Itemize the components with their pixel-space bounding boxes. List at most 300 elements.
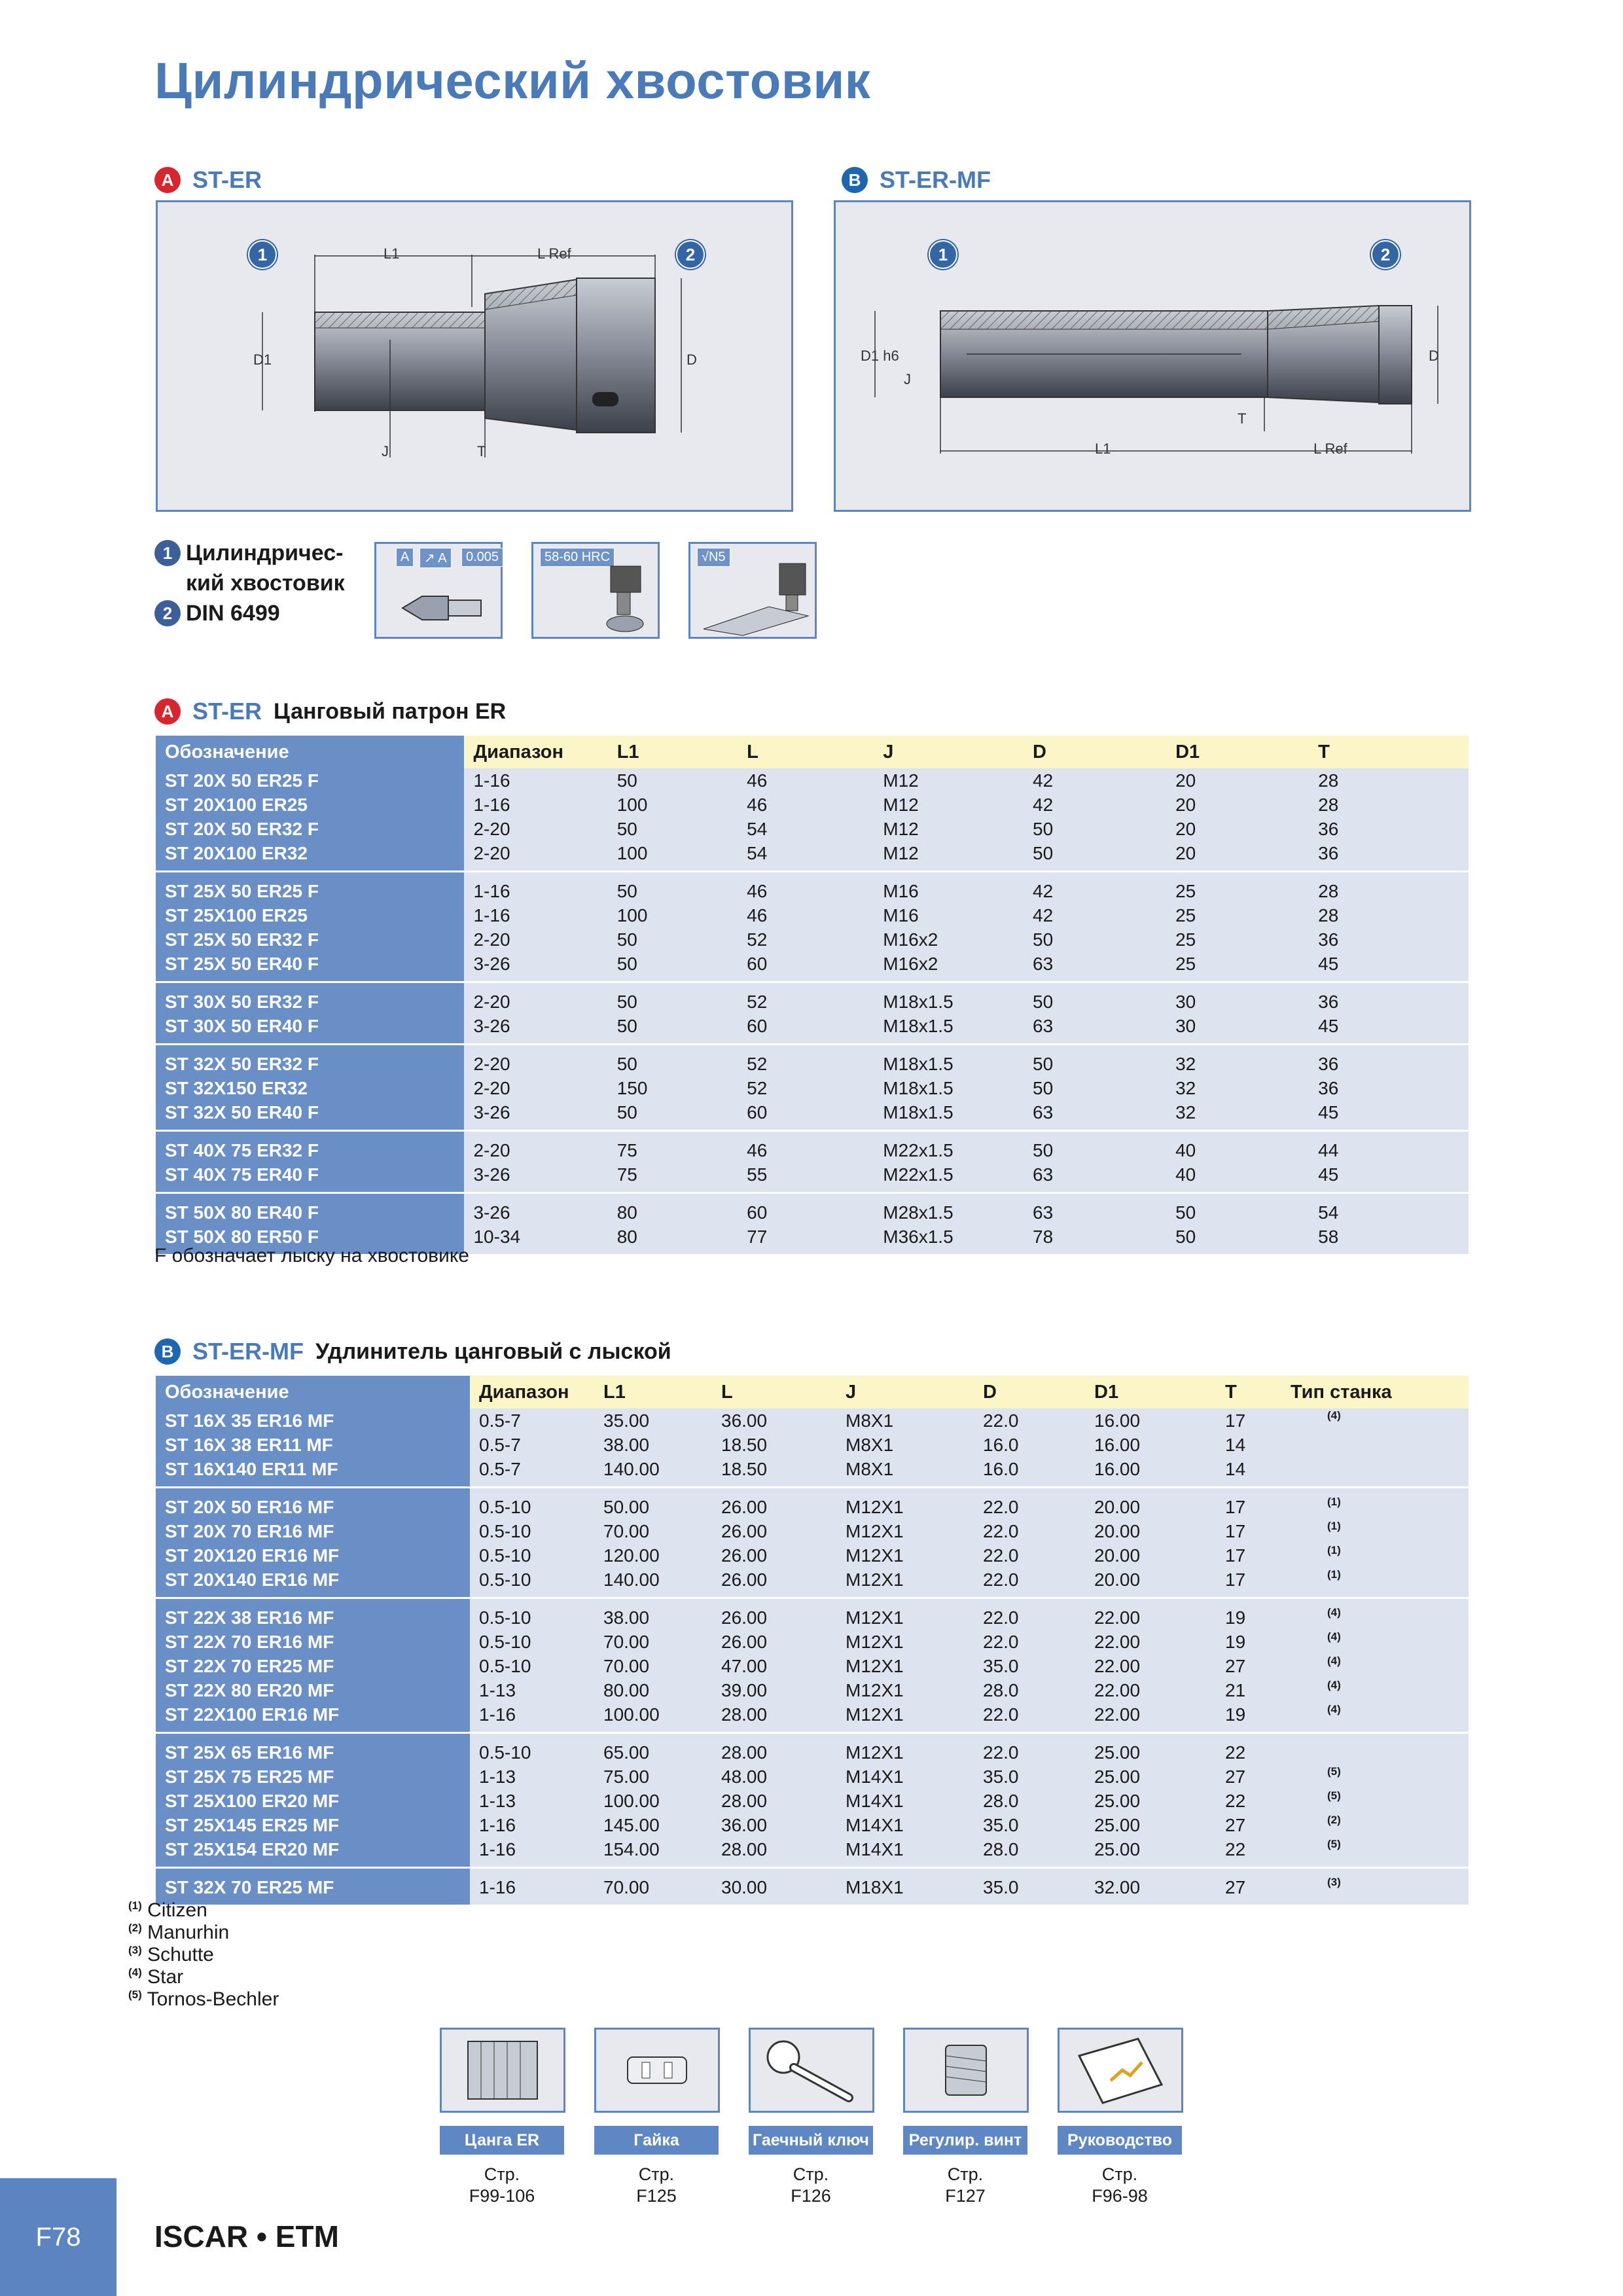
value-cell: 16.0: [974, 1457, 1085, 1488]
value-cell: 60: [738, 1100, 874, 1131]
designation-cell: ST 20X100 ER25: [156, 793, 464, 817]
value-cell: 19: [1216, 1702, 1281, 1733]
value-cell: 50: [608, 768, 738, 793]
col-header-d: D: [974, 1376, 1085, 1408]
value-cell: 22.0: [974, 1488, 1085, 1520]
value-cell: 25.00: [1085, 1813, 1216, 1837]
value-cell: 80: [608, 1193, 738, 1225]
col-header-range: Диапазон: [464, 736, 607, 768]
value-cell: 20: [1166, 817, 1309, 841]
value-cell: 45: [1309, 1100, 1469, 1131]
accessory-adjusting-screw[interactable]: [903, 2028, 1027, 2207]
value-cell: M8X1: [836, 1408, 974, 1433]
machine-type-cell: (3): [1281, 1868, 1469, 1905]
footnote-2-text: Manurhin: [147, 1922, 230, 1943]
value-cell: 22.00: [1085, 1678, 1216, 1702]
table-row: [156, 1813, 1469, 1837]
table-row: [156, 1408, 1469, 1433]
runout-value: 0.005: [461, 548, 503, 567]
accessory-adjusting-screw-label: Регулир. винт: [903, 2126, 1027, 2155]
runout-symbol: ↗ A: [419, 548, 452, 568]
machine-type-cell: (1): [1281, 1488, 1469, 1520]
value-cell: 58: [1309, 1225, 1469, 1254]
col-header-d: D: [1024, 736, 1166, 768]
value-cell: M14X1: [836, 1765, 974, 1789]
table-row: [156, 1765, 1469, 1789]
accessory-wrench-label: Гаечный ключ: [749, 2126, 873, 2155]
value-cell: 63: [1024, 1014, 1166, 1045]
value-cell: 42: [1024, 793, 1166, 817]
col-header-l1: L1: [608, 736, 738, 768]
value-cell: 50.00: [594, 1488, 712, 1520]
value-cell: 36: [1309, 927, 1469, 952]
table-row: [156, 1630, 1469, 1654]
value-cell: 50: [608, 872, 738, 904]
value-cell: 42: [1024, 903, 1166, 927]
designation-cell: ST 16X 35 ER16 MF: [156, 1408, 470, 1433]
value-cell: M12X1: [836, 1630, 974, 1654]
value-cell: 0.5-10: [470, 1543, 594, 1568]
machine-type-cell: (4): [1281, 1678, 1469, 1702]
footnote-3-mark: (3): [128, 1944, 142, 1956]
value-cell: 3-26: [464, 1193, 607, 1225]
value-cell: 14: [1216, 1433, 1281, 1457]
value-cell: 0.5-7: [470, 1457, 594, 1488]
value-cell: 21: [1216, 1678, 1281, 1702]
value-cell: 78: [1024, 1225, 1166, 1254]
value-cell: 32: [1166, 1076, 1309, 1100]
value-cell: M12X1: [836, 1678, 974, 1702]
legend: [154, 538, 345, 628]
value-cell: 50: [608, 982, 738, 1014]
section-b-header: [842, 166, 991, 194]
value-cell: 55: [738, 1162, 874, 1193]
value-cell: 50: [1166, 1225, 1309, 1254]
designation-cell: ST 25X 50 ER40 F: [156, 952, 464, 982]
machine-type-cell: (1): [1281, 1568, 1469, 1598]
value-cell: 38.00: [594, 1433, 712, 1457]
accessory-nut-page: F125: [636, 2186, 677, 2206]
value-cell: M18x1.5: [874, 1076, 1024, 1100]
designation-cell: ST 25X100 ER20 MF: [156, 1789, 470, 1813]
value-cell: 0.5-10: [470, 1630, 594, 1654]
designation-cell: ST 20X140 ER16 MF: [156, 1568, 470, 1598]
value-cell: 27: [1216, 1765, 1281, 1789]
value-cell: 27: [1216, 1654, 1281, 1678]
value-cell: 50: [608, 952, 738, 982]
legend-item-1-line2: кий хвостовик: [186, 570, 345, 596]
accessory-wrench-page: F126: [791, 2186, 831, 2206]
value-cell: 28.0: [974, 1678, 1085, 1702]
table-row: [156, 1433, 1469, 1457]
legend-item-2: DIN 6499: [186, 600, 280, 626]
value-cell: M12X1: [836, 1543, 974, 1568]
value-cell: 150: [608, 1076, 738, 1100]
value-cell: M16: [874, 903, 1024, 927]
value-cell: 20: [1166, 768, 1309, 793]
value-cell: 1-16: [464, 793, 607, 817]
machine-type-cell: (1): [1281, 1519, 1469, 1543]
table-row: [156, 1789, 1469, 1813]
value-cell: 0.5-10: [470, 1598, 594, 1630]
value-cell: 30: [1166, 1014, 1309, 1045]
page-number: F78: [35, 2223, 81, 2251]
drawing-b-callout-2: 2: [1371, 240, 1400, 269]
table-row: [156, 1193, 1469, 1225]
designation-cell: ST 32X150 ER32: [156, 1076, 464, 1100]
value-cell: 35.0: [974, 1813, 1085, 1837]
value-cell: 52: [738, 927, 874, 952]
section-a-header: [154, 166, 262, 194]
col-header-l: L: [738, 736, 874, 768]
table-row: [156, 1543, 1469, 1568]
legend-num-1: 1: [154, 540, 181, 566]
value-cell: 22.0: [974, 1568, 1085, 1598]
col-header-machine-type: Тип станка: [1281, 1376, 1469, 1408]
accessory-manual[interactable]: [1058, 2028, 1182, 2207]
value-cell: M16x2: [874, 952, 1024, 982]
section-a-name: ST-ER: [192, 166, 262, 193]
designation-cell: ST 25X 50 ER32 F: [156, 927, 464, 952]
page-title: Цилиндрический хвостовик: [154, 52, 871, 109]
table-row: [156, 1702, 1469, 1733]
value-cell: M16x2: [874, 927, 1024, 952]
designation-cell: ST 22X 80 ER20 MF: [156, 1678, 470, 1702]
value-cell: M12X1: [836, 1702, 974, 1733]
value-cell: 22.0: [974, 1598, 1085, 1630]
designation-cell: ST 25X 65 ER16 MF: [156, 1733, 470, 1765]
value-cell: 50: [1024, 1045, 1166, 1077]
designation-cell: ST 25X 75 ER25 MF: [156, 1765, 470, 1789]
value-cell: 154.00: [594, 1837, 712, 1868]
value-cell: 50: [1166, 1193, 1309, 1225]
value-cell: 1-13: [470, 1789, 594, 1813]
value-cell: 36.00: [712, 1408, 836, 1433]
table-row: [156, 1488, 1469, 1520]
machine-type-cell: [1281, 1457, 1469, 1488]
value-cell: M18x1.5: [874, 1100, 1024, 1131]
value-cell: 17: [1216, 1543, 1281, 1568]
footnote-3: [128, 1944, 279, 1966]
value-cell: 3-26: [464, 1014, 607, 1045]
value-cell: 20.00: [1085, 1543, 1216, 1568]
accessory-collet-page: F99-106: [469, 2186, 535, 2206]
accessory-manual-page-prefix: Стр.: [1101, 2164, 1138, 2184]
table-a-note: F обозначает лыску на хвостовике: [154, 1245, 469, 1266]
value-cell: 10-34: [464, 1225, 607, 1254]
value-cell: 26.00: [712, 1598, 836, 1630]
accessory-collet[interactable]: [440, 2028, 564, 2207]
designation-cell: ST 20X 50 ER16 MF: [156, 1488, 470, 1520]
value-cell: M18X1: [836, 1868, 974, 1905]
value-cell: 36: [1309, 1076, 1469, 1100]
designation-cell: ST 25X145 ER25 MF: [156, 1813, 470, 1837]
hardness-tester-icon: [533, 544, 658, 637]
value-cell: 1-16: [470, 1813, 594, 1837]
value-cell: 20.00: [1085, 1519, 1216, 1543]
value-cell: M18x1.5: [874, 982, 1024, 1014]
tolerance-datum: A: [396, 548, 414, 567]
accessory-nut-label: Гайка: [594, 2126, 719, 2155]
value-cell: 22.0: [974, 1519, 1085, 1543]
col-header-designation: Обозначение: [156, 736, 464, 768]
nut-icon: [594, 2028, 720, 2113]
value-cell: 17: [1216, 1408, 1281, 1433]
value-cell: 1-13: [470, 1765, 594, 1789]
value-cell: 3-26: [464, 1162, 607, 1193]
drawing-a-d1-label: D1: [253, 351, 272, 368]
value-cell: M8X1: [836, 1457, 974, 1488]
value-cell: 46: [738, 872, 874, 904]
value-cell: 20.00: [1085, 1568, 1216, 1598]
value-cell: 100: [608, 793, 738, 817]
value-cell: 30: [1166, 982, 1309, 1014]
hardness-icon: [531, 542, 660, 639]
value-cell: 50: [1024, 927, 1166, 952]
value-cell: 100: [608, 903, 738, 927]
footnote-4-text: Star: [147, 1966, 184, 1988]
value-cell: 1-16: [470, 1868, 594, 1905]
value-cell: M12X1: [836, 1733, 974, 1765]
machine-type-cell: (4): [1281, 1598, 1469, 1630]
value-cell: 1-16: [470, 1837, 594, 1868]
col-header-j: J: [836, 1376, 974, 1408]
value-cell: 0.5-10: [470, 1519, 594, 1543]
value-cell: 22.00: [1085, 1702, 1216, 1733]
value-cell: 50: [608, 1014, 738, 1045]
table-a-title: Цанговый патрон ER: [274, 698, 507, 724]
designation-cell: ST 25X154 ER20 MF: [156, 1837, 470, 1868]
footnote-2: [128, 1922, 279, 1944]
table-a-badge: A: [154, 698, 181, 725]
value-cell: 26.00: [712, 1519, 836, 1543]
footnotes: [128, 1899, 279, 2011]
designation-cell: ST 30X 50 ER40 F: [156, 1014, 464, 1045]
table-row: [156, 952, 1469, 982]
value-cell: 16.00: [1085, 1433, 1216, 1457]
machine-type-cell: [1281, 1433, 1469, 1457]
value-cell: 50: [1024, 1131, 1166, 1163]
value-cell: 0.5-10: [470, 1733, 594, 1765]
drawing-b-d-label: D: [1429, 348, 1439, 364]
designation-cell: ST 32X 50 ER32 F: [156, 1045, 464, 1077]
table-row: [156, 1076, 1469, 1100]
table-row: [156, 1457, 1469, 1488]
accessory-manual-page: F96-98: [1092, 2186, 1148, 2206]
table-row: [156, 1654, 1469, 1678]
value-cell: 22: [1216, 1733, 1281, 1765]
drawing-a-callout-2: 2: [676, 240, 705, 269]
designation-cell: ST 25X 50 ER25 F: [156, 872, 464, 904]
value-cell: 70.00: [594, 1654, 712, 1678]
value-cell: 2-20: [464, 1076, 607, 1100]
value-cell: 100.00: [594, 1789, 712, 1813]
value-cell: 25.00: [1085, 1765, 1216, 1789]
value-cell: 25.00: [1085, 1837, 1216, 1868]
value-cell: 2-20: [464, 982, 607, 1014]
value-cell: 45: [1309, 1014, 1469, 1045]
table-row: [156, 1598, 1469, 1630]
drawing-b-j-label: J: [904, 371, 911, 387]
value-cell: 63: [1024, 1193, 1166, 1225]
value-cell: 47.00: [712, 1654, 836, 1678]
value-cell: 42: [1024, 768, 1166, 793]
table-row: [156, 793, 1469, 817]
value-cell: 30.00: [712, 1868, 836, 1905]
tolerance-icon: [374, 542, 503, 639]
value-cell: 1-16: [464, 872, 607, 904]
value-cell: 22.0: [974, 1630, 1085, 1654]
value-cell: 46: [738, 1131, 874, 1163]
value-cell: 50: [1024, 1076, 1166, 1100]
value-cell: 70.00: [594, 1519, 712, 1543]
accessory-collet-label: Цанга ER: [440, 2126, 564, 2155]
value-cell: 50: [1024, 841, 1166, 872]
value-cell: M12X1: [836, 1598, 974, 1630]
drawing-st-er: [156, 200, 793, 512]
value-cell: 1-13: [470, 1678, 594, 1702]
table-a-heading: [154, 698, 506, 725]
surface-finish-machining-icon: [690, 544, 815, 637]
value-cell: 19: [1216, 1630, 1281, 1654]
value-cell: 1-16: [470, 1702, 594, 1733]
value-cell: 3-26: [464, 952, 607, 982]
value-cell: 28: [1309, 793, 1469, 817]
table-st-er-mf: [156, 1376, 1469, 1905]
table-row: [156, 841, 1469, 872]
value-cell: 120.00: [594, 1543, 712, 1568]
value-cell: 50: [608, 817, 738, 841]
section-b-name: ST-ER-MF: [880, 166, 991, 193]
table-st-er: [156, 736, 1469, 1254]
manual-icon: [1058, 2028, 1183, 2113]
value-cell: 80.00: [594, 1678, 712, 1702]
value-cell: 25.00: [1085, 1789, 1216, 1813]
value-cell: 2-20: [464, 1131, 607, 1163]
value-cell: 3-26: [464, 1100, 607, 1131]
value-cell: 65.00: [594, 1733, 712, 1765]
value-cell: M12X1: [836, 1654, 974, 1678]
value-cell: 2-20: [464, 927, 607, 952]
value-cell: 27: [1216, 1813, 1281, 1837]
value-cell: 36: [1309, 982, 1469, 1014]
footnote-1-text: Citizen: [147, 1899, 207, 1921]
table-row: [156, 768, 1469, 793]
value-cell: 1-16: [464, 903, 607, 927]
designation-cell: ST 32X 70 ER25 MF: [156, 1868, 470, 1905]
table-row: [156, 903, 1469, 927]
value-cell: 20: [1166, 841, 1309, 872]
table-row: [156, 817, 1469, 841]
value-cell: 25: [1166, 927, 1309, 952]
drawing-a-t-label: T: [477, 443, 486, 459]
value-cell: 22: [1216, 1837, 1281, 1868]
value-cell: 44: [1309, 1131, 1469, 1163]
value-cell: 16.00: [1085, 1408, 1216, 1433]
value-cell: M22x1.5: [874, 1162, 1024, 1193]
designation-cell: ST 32X 50 ER40 F: [156, 1100, 464, 1131]
accessory-wrench-page-prefix: Стр.: [793, 2164, 829, 2184]
value-cell: 16.0: [974, 1433, 1085, 1457]
value-cell: 22.00: [1085, 1630, 1216, 1654]
value-cell: 60: [738, 1193, 874, 1225]
machine-type-cell: [1281, 1733, 1469, 1765]
value-cell: 32: [1166, 1045, 1309, 1077]
machine-type-cell: (5): [1281, 1765, 1469, 1789]
table-row: [156, 1837, 1469, 1868]
machine-type-cell: (4): [1281, 1408, 1469, 1433]
designation-cell: ST 22X 38 ER16 MF: [156, 1598, 470, 1630]
value-cell: 17: [1216, 1568, 1281, 1598]
value-cell: 28.0: [974, 1837, 1085, 1868]
value-cell: 17: [1216, 1488, 1281, 1520]
table-b-title: Удлинитель цанговый с лыской: [315, 1338, 671, 1364]
value-cell: 22.0: [974, 1702, 1085, 1733]
value-cell: 45: [1309, 952, 1469, 982]
drawing-b-d1-label: D1 h6: [861, 348, 899, 364]
value-cell: 54: [738, 841, 874, 872]
value-cell: 28.00: [712, 1702, 836, 1733]
value-cell: 22.00: [1085, 1598, 1216, 1630]
value-cell: 22.0: [974, 1543, 1085, 1568]
drawing-b-l1-label: L1: [1095, 440, 1111, 457]
drawing-a-callout-1: 1: [248, 240, 277, 269]
accessory-nut[interactable]: [594, 2028, 719, 2207]
value-cell: 50: [1024, 817, 1166, 841]
value-cell: M14X1: [836, 1789, 974, 1813]
value-cell: M22x1.5: [874, 1131, 1024, 1163]
table-row: [156, 872, 1469, 904]
value-cell: 42: [1024, 872, 1166, 904]
value-cell: 19: [1216, 1598, 1281, 1630]
value-cell: 63: [1024, 1162, 1166, 1193]
value-cell: 0.5-10: [470, 1568, 594, 1598]
collet-icon: [440, 2028, 565, 2113]
table-row: [156, 1131, 1469, 1163]
designation-cell: ST 40X 75 ER40 F: [156, 1162, 464, 1193]
value-cell: 63: [1024, 1100, 1166, 1131]
value-cell: 26.00: [712, 1568, 836, 1598]
value-cell: 27: [1216, 1868, 1281, 1905]
value-cell: M12X1: [836, 1519, 974, 1543]
drawing-b-callout-1: 1: [929, 240, 957, 269]
value-cell: 75.00: [594, 1765, 712, 1789]
drawing-a-j-label: J: [382, 443, 389, 459]
drawing-b-t-label: T: [1238, 410, 1247, 427]
value-cell: 22.0: [974, 1408, 1085, 1433]
designation-cell: ST 22X100 ER16 MF: [156, 1702, 470, 1733]
value-cell: M14X1: [836, 1813, 974, 1837]
designation-cell: ST 22X 70 ER16 MF: [156, 1630, 470, 1654]
value-cell: 26.00: [712, 1630, 836, 1654]
value-cell: M14X1: [836, 1837, 974, 1868]
accessory-wrench[interactable]: [749, 2028, 873, 2207]
section-a-badge: A: [154, 167, 181, 193]
table-row: [156, 1519, 1469, 1543]
value-cell: 36: [1309, 1045, 1469, 1077]
value-cell: M28x1.5: [874, 1193, 1024, 1225]
table-row: [156, 1014, 1469, 1045]
table-row: [156, 1678, 1469, 1702]
drawing-a-lref-label: L Ref: [537, 245, 571, 262]
value-cell: M16: [874, 872, 1024, 904]
designation-cell: ST 30X 50 ER32 F: [156, 982, 464, 1014]
value-cell: 14: [1216, 1457, 1281, 1488]
value-cell: 70.00: [594, 1868, 712, 1905]
value-cell: 22.0: [974, 1733, 1085, 1765]
footnote-5-text: Tornos-Bechler: [147, 1988, 279, 2010]
value-cell: 35.00: [594, 1408, 712, 1433]
